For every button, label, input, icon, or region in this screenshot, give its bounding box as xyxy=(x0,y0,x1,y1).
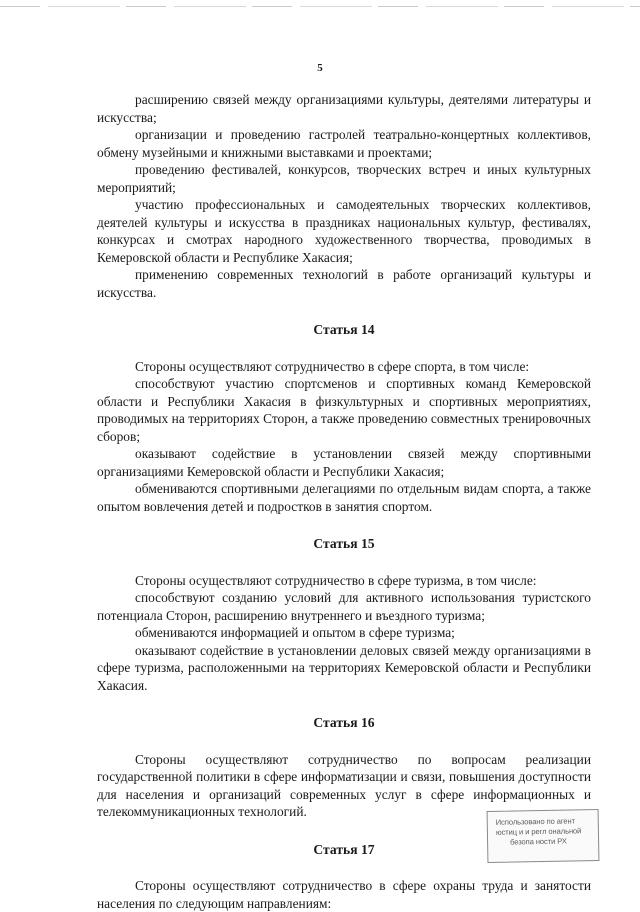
paragraph: расширению связей между организациями культуры, деятелями литературы и искусства; xyxy=(97,92,591,125)
stamp-line: юстиц и и регл ональной xyxy=(495,826,582,837)
stamp-line: Использовано по агент xyxy=(495,816,576,827)
scan-top-edge xyxy=(0,6,640,7)
paragraph: проведению фестивалей, конкурсов, творческих встреч и иных культурных мероприятий; xyxy=(97,162,591,195)
stamp-line: безопа ности РХ xyxy=(510,836,567,847)
page-number: 5 xyxy=(317,62,323,74)
paragraph: обмениваются спортивными делегациями по отдельным видам спорта, а также опытом вовлечения детей и подростков в занятия спортом. xyxy=(97,481,591,514)
paragraph: оказывают содействие в установлении связей между спортивными организациями Кемеровской области и Республики Хакасия; xyxy=(97,446,591,479)
paragraph: обмениваются информацией и опытом в сфере туризма; xyxy=(135,625,455,640)
paragraph: способствуют участию спортсменов и спортивных команд Кемеровской области и Республики Хакасия в физкультурных и спортивных мероприятиях, проводимых на территориях Сторон, а также проведению совместных тренировочных сборов; xyxy=(97,376,591,444)
paragraph: Стороны осуществляют сотрудничество по вопросам реализации государственной политики в сфере информатизации и связи, повышения доступности для населения и организаций современных услуг в сфере информационных и телекоммуникационных технологий. xyxy=(97,751,591,819)
article-heading: Статья 15 xyxy=(313,536,375,551)
paragraph: Стороны осуществляют сотрудничество в сфере охраны труда и занятости населения по следующим направлениям: xyxy=(97,878,591,911)
article-heading: Статья 14 xyxy=(313,322,375,337)
article-heading: Статья 16 xyxy=(313,715,375,730)
article-heading: Статья 17 xyxy=(313,841,375,857)
paragraph: Стороны осуществляют сотрудничество в сфере спорта, в том числе: xyxy=(135,358,530,374)
paragraph: оказывают содействие в установлении деловых связей между организациями в сфере туризма, расположенными на территориях Кемеровской области и Республики Хакасия. xyxy=(97,642,591,693)
registration-stamp xyxy=(487,809,600,863)
paragraph: Стороны осуществляют сотрудничество в сфере туризма, в том числе: xyxy=(135,572,537,588)
document-body xyxy=(97,91,591,912)
paragraph: способствуют созданию условий для активного использования туристского потенциала Сторон, расширению внутреннего и въездного туризма; xyxy=(97,590,591,623)
paragraph: участию профессиональных и самодеятельных творческих коллективов, деятелей культуры и искусства в праздниках национальных культур, фестивалях, конкурсах и смотрах народного художественного творчества, проводимых в Кемеровской области и Республике Хакасия; xyxy=(97,197,591,265)
paragraph: организации и проведению гастролей театрально-концертных коллективов, обмену музейными и книжными выставками и проектами; xyxy=(97,127,591,160)
paragraph: применению современных технологий в работе организаций культуры и искусства. xyxy=(97,267,591,300)
